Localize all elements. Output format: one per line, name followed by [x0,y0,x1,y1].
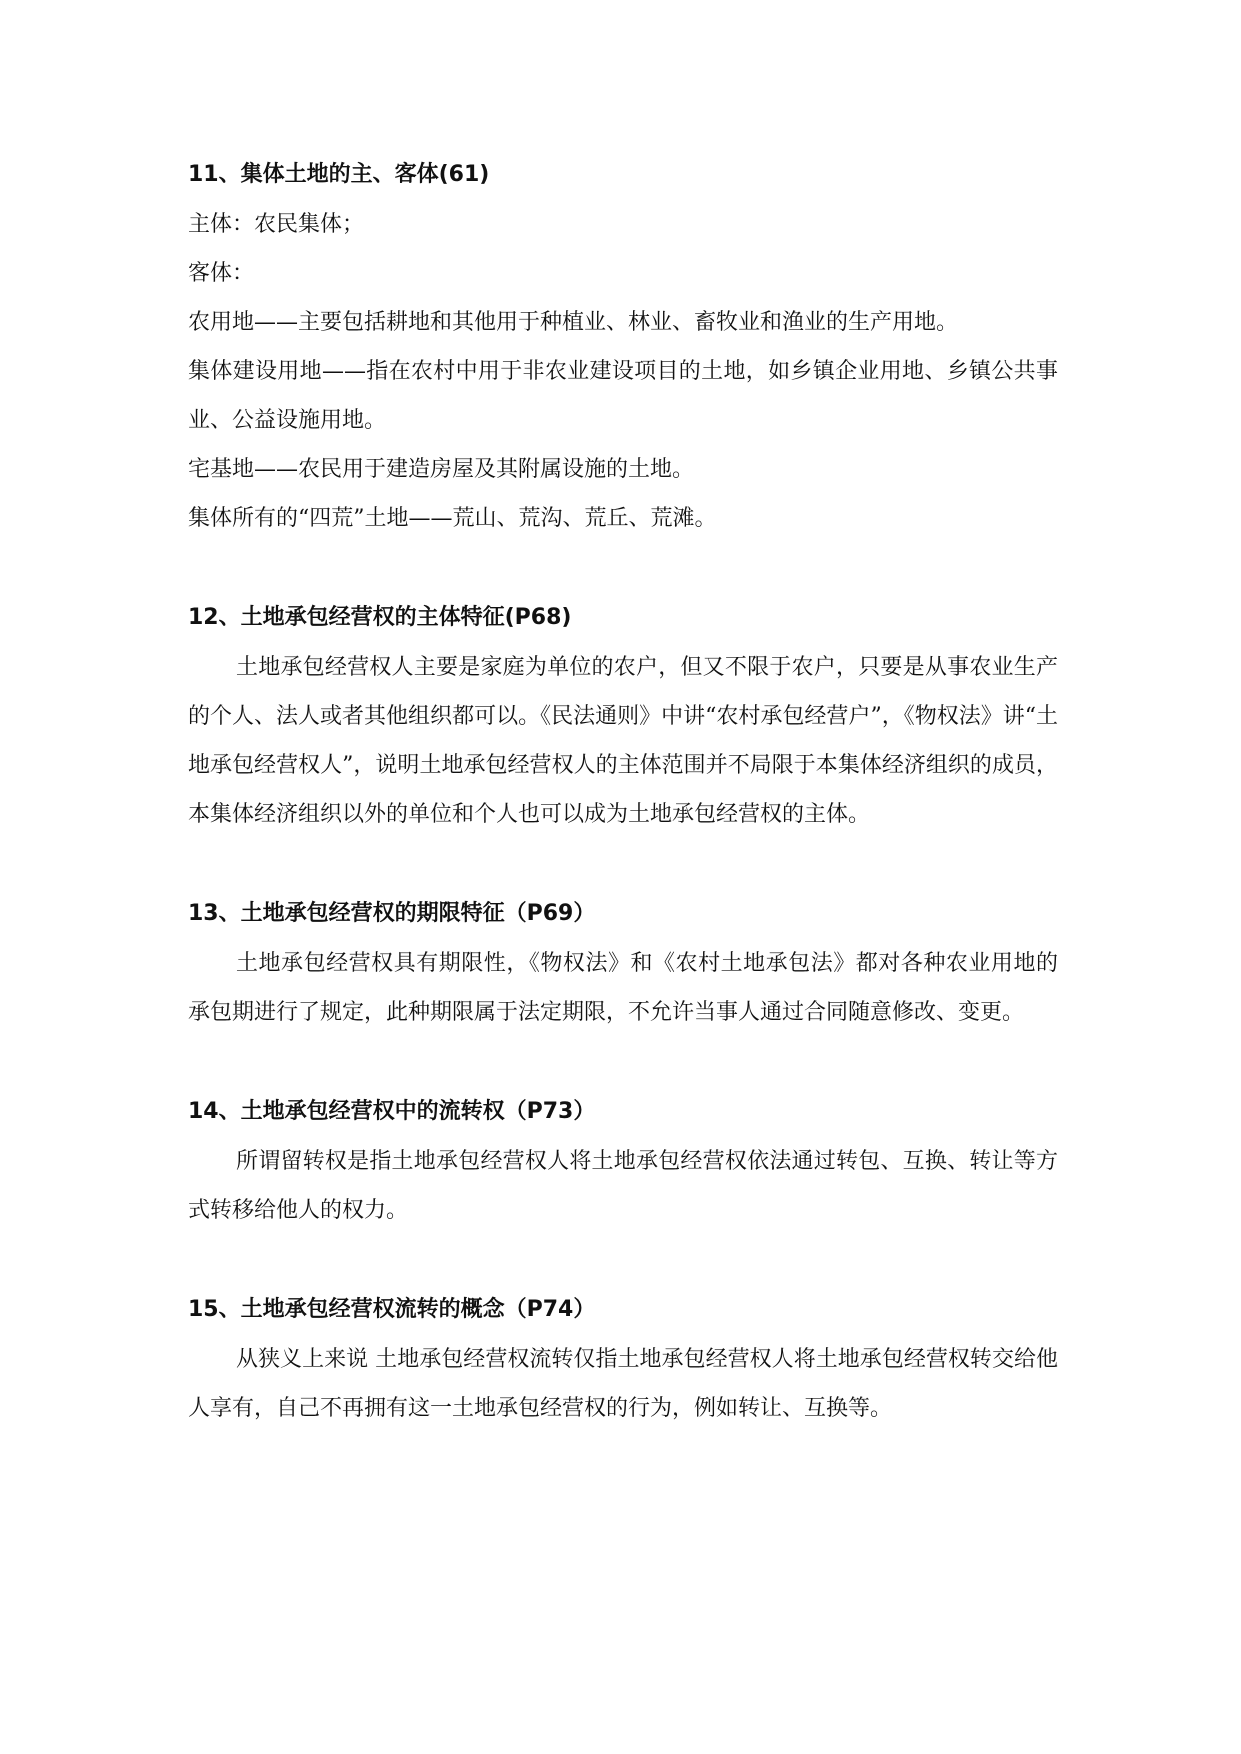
body-paragraph: 土地承包经营权人主要是家庭为单位的农户，但又不限于农户，只要是从事农业生产的个人、法人或者其他组织都可以。《民法通则》中讲“农村承包经营户”，《物权法》讲“土地承包经营权人”，说明土地承包经营权人的主体范围并不局限于本集体经济组织的成员，本集体经济组织以外的单位和个人也可以成为土地承包经营权的主体。 [188,655,1058,827]
section-11 [188,150,1058,543]
body-paragraph: 从狭义上来说 土地承包经营权流转仅指土地承包经营权人将土地承包经营权转交给他人享有，自己不再拥有这一土地承包经营权的行为，例如转让、互换等。 [188,1347,1058,1421]
section-12 [188,593,1058,839]
section-15 [188,1285,1058,1433]
text-line: 集体所有的“四荒”土地——荒山、荒沟、荒丘、荒滩。 [188,506,717,531]
section-heading: 12、土地承包经营权的主体特征(P68) [188,605,572,630]
text-paragraph: 集体建设用地——指在农村中用于非农业建设项目的土地，如乡镇企业用地、乡镇公共事业、公益设施用地。 [188,359,1058,433]
body-paragraph: 所谓留转权是指土地承包经营权人将土地承包经营权依法通过转包、互换、转让等方式转移给他人的权力。 [188,1149,1058,1223]
section-heading: 14、土地承包经营权中的流转权（P73） [188,1099,596,1124]
document-page [188,150,1058,1483]
body-paragraph: 土地承包经营权具有期限性，《物权法》和《农村土地承包法》都对各种农业用地的承包期进行了规定，此种期限属于法定期限，不允许当事人通过合同随意修改、变更。 [188,951,1058,1025]
text-line: 客体： [188,261,255,286]
section-13 [188,889,1058,1037]
section-heading: 15、土地承包经营权流转的概念（P74） [188,1297,596,1322]
section-14 [188,1087,1058,1235]
text-line: 农用地——主要包括耕地和其他用于种植业、林业、畜牧业和渔业的生产用地。 [188,310,959,335]
text-line: 宅基地——农民用于建造房屋及其附属设施的土地。 [188,457,695,482]
section-heading: 11、集体土地的主、客体(61) [188,162,490,187]
text-line: 主体：农民集体； [188,212,365,237]
section-heading: 13、土地承包经营权的期限特征（P69） [188,901,596,926]
